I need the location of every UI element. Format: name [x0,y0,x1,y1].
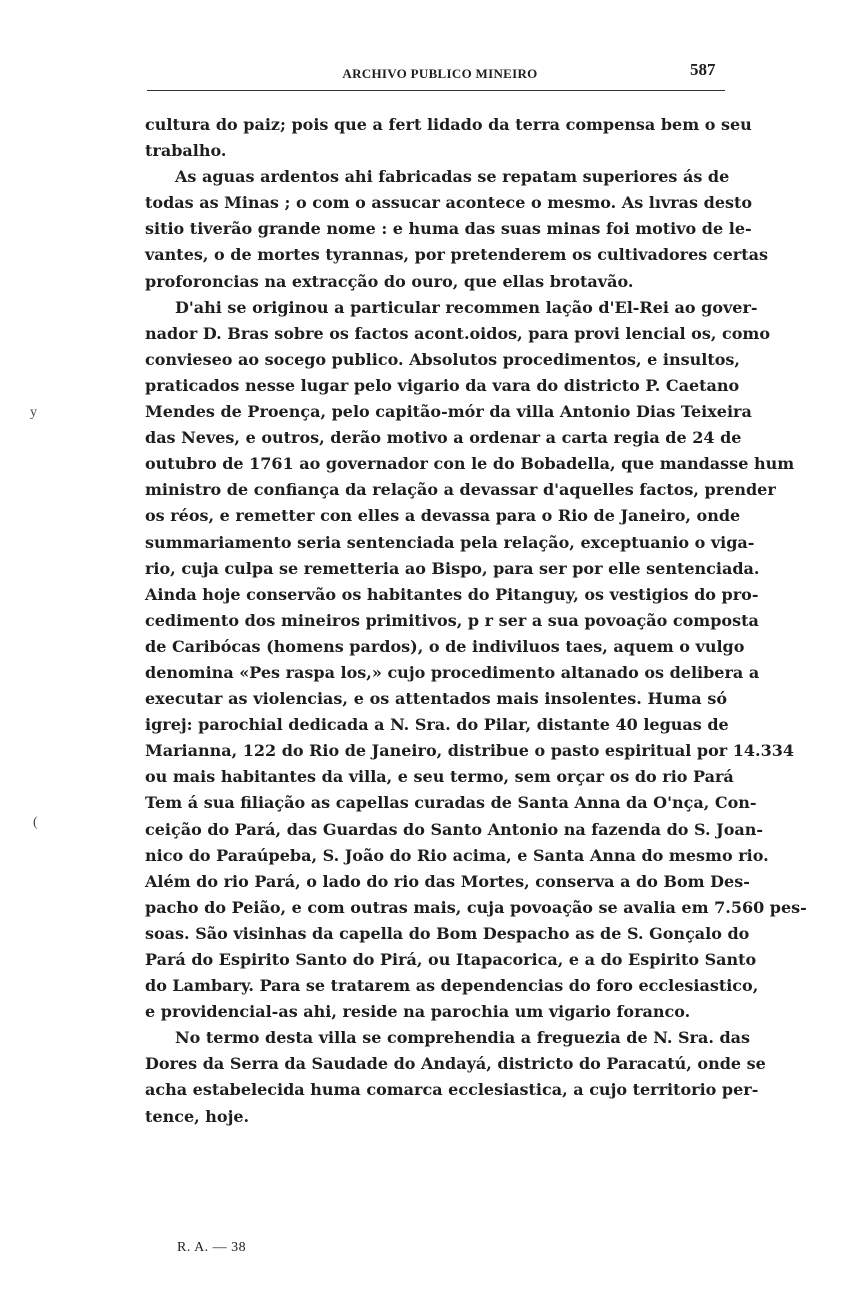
margin-mark: y [30,405,37,420]
footer-signature: R. A. — 38 [177,1240,247,1255]
text-line: ceição do Pará, das Guardas do Santo Antonio na fazenda do S. Joan- [145,819,764,839]
page-number: 587 [690,60,716,79]
text-line: No termo desta villa se comprehendia a freguezia de N. Sra. das [175,1028,751,1048]
text-line: nador D. Bras sobre os factos acont.oidos, para provi lencial os, como [145,323,770,343]
text-line: sitio tiverão grande nome : e huma das suas minas foi motivo de le- [145,219,752,239]
text-line: os réos, e remetter con elles a devassa para o Rio de Janeiro, onde [145,506,741,526]
text-line: soas. São visinhas da capella do Bom Despacho as de S. Gonçalo do [145,923,750,943]
text-line: Pará do Espirito Santo do Pirá, ou Itapacorica, e a do Espirito Santo [145,950,757,969]
text-line: cultura do paiz; pois que a fert lidado da terra compensa bem o seu [145,115,752,134]
text-line: das Neves, e outros, derão motivo a ordenar a carta regia de 24 de [145,428,742,448]
text-line: summariamento seria sentenciada pela relação, exceptuanio o viga- [145,532,755,552]
text-line: Ainda hoje conservão os habitantes do Pitanguy, os vestigios do pro- [145,584,759,604]
body-text [145,112,807,1130]
text-line: cedimento dos mineiros primitivos, p r ser a sua povoação composta [145,610,759,630]
header-rule [147,90,725,91]
text-line: do Lambary. Para se tratarem as dependencias do foro ecclesiastico, [145,976,759,996]
text-line: outubro de 1761 ao governador con le do Bobadella, que mandasse hum [145,454,795,474]
text-line: Dores da Serra da Saudade do Andayá, districto do Paracatú, onde se [145,1054,766,1074]
margin-mark: ( [33,815,38,830]
text-line: Além do rio Pará, o lado do rio das Mortes, conserva a do Bom Des- [145,871,750,891]
text-line: As aguas ardentos ahi fabricadas se repatam superiores ás de [175,167,730,187]
text-line: tence, hoje. [145,1106,250,1126]
text-line: nico do Paraúpeba, S. João do Rio acima, e Santa Anna do mesmo rio. [145,845,769,865]
text-line: praticados nesse lugar pelo vigario da vara do districto P. Caetano [145,375,740,395]
text-line: todas as Minas ; o com o assucar acontece o mesmo. As lıvras desto [145,193,753,213]
text-line: ou mais habitantes da villa, e seu termo, sem orçar os do rio Pará [145,767,734,787]
text-line: Tem á sua filiação as capellas curadas de Santa Anna da O'nça, Con- [145,793,757,813]
text-line: rio, cuja culpa se remetteria ao Bispo, para ser por elle sentenciada. [145,558,760,578]
running-header-title: ARCHIVO PUBLICO MINEIRO [342,66,538,81]
text-line: executar as violencias, e os attentados mais insolentes. Huma só [145,689,727,709]
text-line: vantes, o de mortes tyrannas, por pretenderem os cultivadores certas [145,245,768,265]
text-line: D'ahi se originou a particular recommen lação d'El-Rei ao gover- [175,297,758,317]
text-line: igrej: parochial dedicada a N. Sra. do Pilar, distante 40 leguas de [145,715,729,735]
text-line: denomina «Pes raspa los,» cujo procedimento altanado os delibera a [145,662,760,682]
text-line: acha estabelecida huma comarca ecclesiastica, a cujo territorio per- [145,1080,759,1100]
text-line: trabalho. [145,141,227,161]
text-line: Mendes de Proença, pelo capitão-mór da villa Antonio Dias Teixeira [145,402,752,422]
text-line: proforoncias na extracção do ouro, que ellas brotavão. [145,271,634,291]
text-line: convieseo ao socego publico. Absolutos procedimentos, e insultos, [145,349,740,369]
text-line: Marianna, 122 do Rio de Janeiro, distribue o pasto espiritual por 14.334 [145,741,795,761]
text-line: de Caribócas (homens pardos), o de indiviluos taes, aquem o vulgo [145,636,745,656]
text-line: pacho do Peião, e com outras mais, cuja povoação se avalia em 7.560 pes- [145,897,807,917]
text-line: ministro de confiança da relação a devassar d'aquelles factos, prender [145,480,776,500]
text-line: e providencial-as ahi, reside na parochia um vigario foranco. [145,1002,691,1022]
